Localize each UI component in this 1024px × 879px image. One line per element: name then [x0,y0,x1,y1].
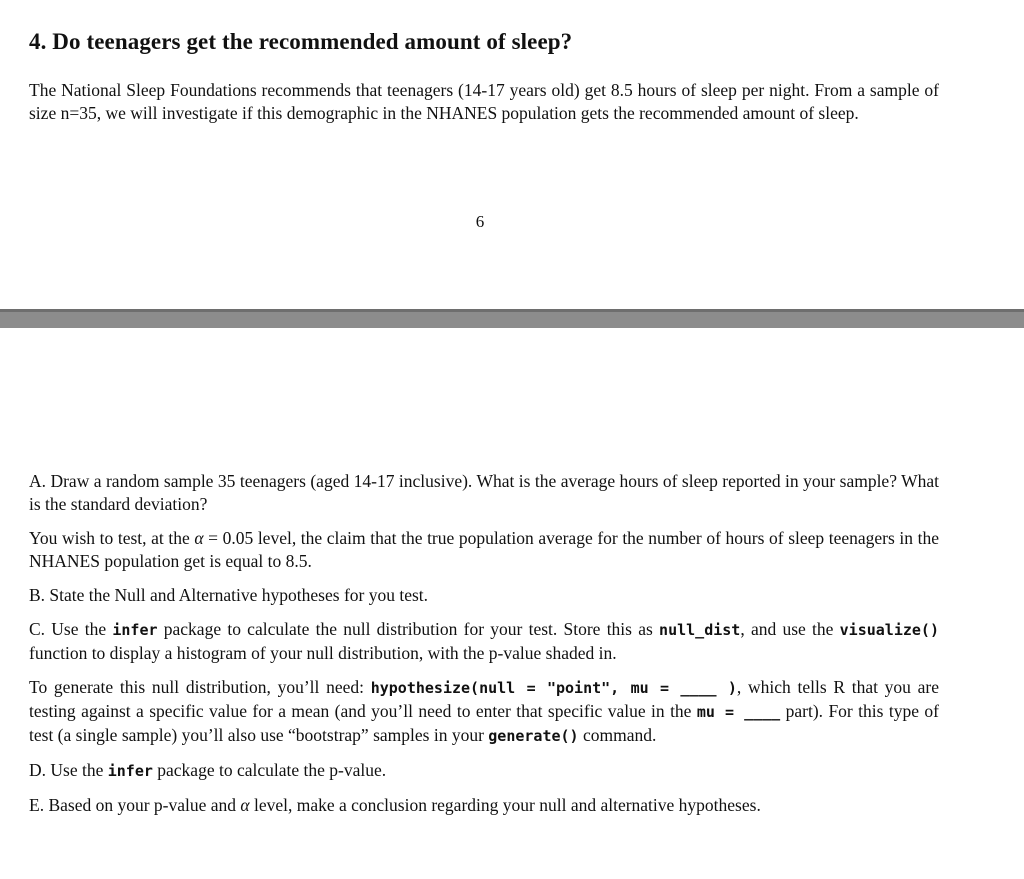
generate-text-4: command. [578,725,657,745]
test-level-paragraph [29,527,939,573]
part-d-infer-code: infer [107,762,153,780]
part-e-paragraph [29,794,939,817]
alpha-symbol: α [194,528,204,548]
page-bottom-content [29,470,939,817]
part-c-text-3: , and use the [740,619,840,639]
part-d-text-2: package to calculate the p-value. [152,760,387,780]
generate-text-2: , which tells R that you are testing against a specific value for a mean (and you’ll need to enter that specific value in the [29,677,939,721]
part-c-text-4: function to display a histogram of your null distribution, with the p-value shaded in. [29,643,617,663]
part-c-text-1: C. Use the [29,619,113,639]
page-top-content [29,28,939,125]
question-heading: 4. Do teenagers get the recommended amount of sleep? [29,29,573,54]
infer-code: infer [112,621,158,639]
part-b-paragraph: B. State the Null and Alternative hypotheses for you test. [29,585,429,605]
part-d-text-1: D. Use the [29,760,108,780]
generate-code: generate() [488,727,579,745]
hypothesize-code: hypothesize(null = "point", mu = ____ ) [370,679,737,697]
intro-paragraph: The National Sleep Foundations recommends that teenagers (14-17 years old) get 8.5 hours of sleep per night. From a sample of size n=35, we will investigate if this demographic in the NHANES population gets the recommended amount of sleep. [29,80,939,123]
mu-code: mu = ____ [696,703,781,721]
page-top [0,0,1024,309]
part-e-text-2: level, make a conclusion regarding your null and alternative hypotheses. [249,795,761,815]
part-d-paragraph [29,759,939,783]
generate-text-1: To generate this null distribution, you’ll need: [29,677,371,697]
generate-text-3: part). For this type of test (a single sample) you’ll also use “bootstrap” samples in your [29,701,939,745]
test-text-pre: You wish to test, at the [29,528,195,548]
test-text-eq: = 0.05 level, the claim that the true population average for the number of hours of sleep teenagers in the NHANES population get is equal to 8.5. [29,528,939,571]
visualize-code: visualize() [839,621,939,639]
part-c-text-2: package to calculate the null distribution for your test. Store this as [157,619,660,639]
part-a-paragraph: A. Draw a random sample 35 teenagers (aged 14-17 inclusive). What is the average hours of sleep reported in your sample? What is the standard deviation? [29,471,939,514]
page-number: 6 [475,212,485,231]
part-e-alpha-symbol: α [240,795,250,815]
null-dist-code: null_dist [659,621,741,639]
page-separator-shadow [0,309,1024,312]
page-bottom [0,328,1024,879]
generate-paragraph [29,676,939,748]
part-c-paragraph [29,618,939,665]
part-e-text-1: E. Based on your p-value and [29,795,241,815]
